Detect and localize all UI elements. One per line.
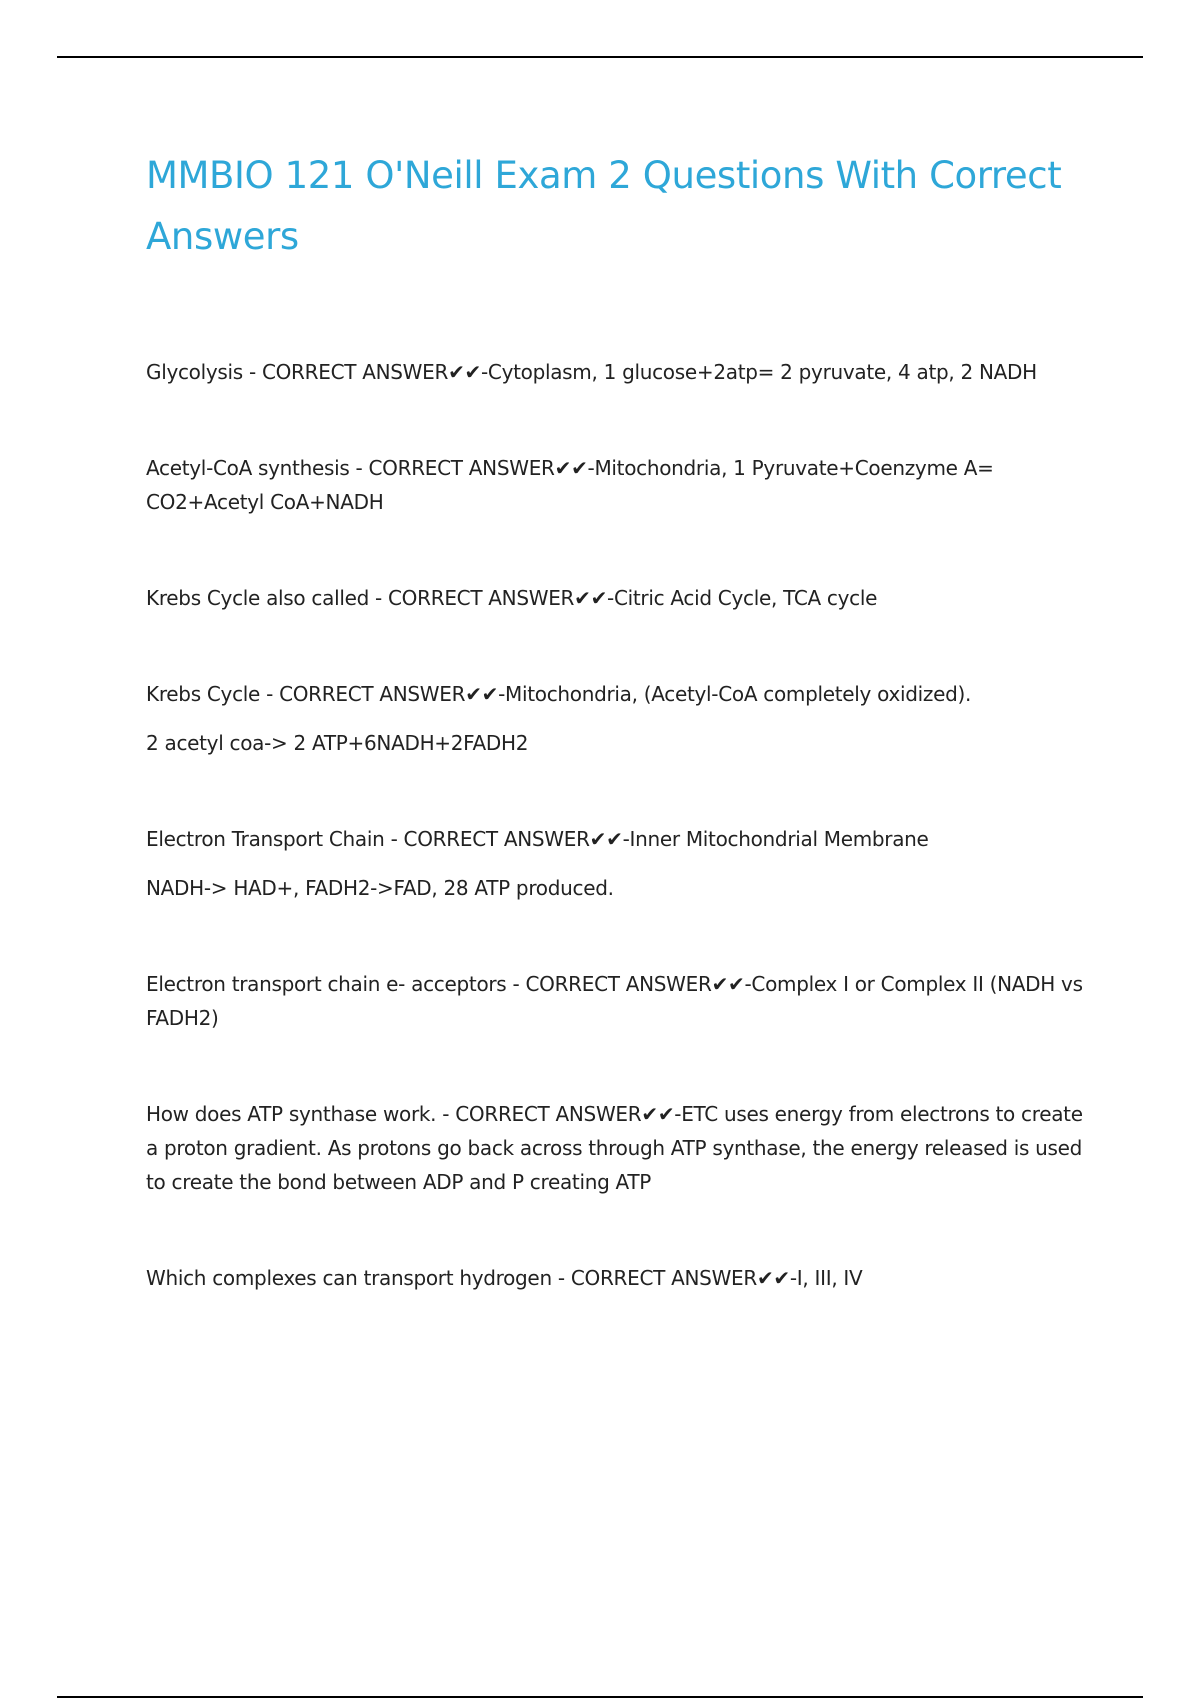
- top-rule: [57, 56, 1143, 58]
- document-body: [146, 145, 1086, 1357]
- qa-item-etc-acceptors: [146, 967, 1086, 1035]
- qa-item-glycolysis: [146, 355, 1086, 389]
- document-title: MMBIO 121 O'Neill Exam 2 Questions With Correct Answers: [146, 154, 1062, 258]
- qa-extra-text: 2 acetyl coa-> 2 ATP+6NADH+2FADH2: [146, 731, 529, 755]
- qa-text: Electron transport chain e- acceptors - CORRECT ANSWER✔✔-Complex I or Complex II (NADH vs FADH2): [146, 972, 1083, 1030]
- qa-item-acetyl-coa-synthesis: [146, 451, 1086, 519]
- qa-text: Glycolysis - CORRECT ANSWER✔✔-Cytoplasm, 1 glucose+2atp= 2 pyruvate, 4 atp, 2 NADH: [146, 360, 1037, 384]
- qa-extra-text: NADH-> HAD+, FADH2->FAD, 28 ATP produced.: [146, 876, 614, 900]
- qa-text: Acetyl-CoA synthesis - CORRECT ANSWER✔✔-Mitochondria, 1 Pyruvate+Coenzyme A= CO2+Acetyl CoA+NADH: [146, 456, 994, 514]
- qa-text: Which complexes can transport hydrogen - CORRECT ANSWER✔✔-I, III, IV: [146, 1266, 863, 1290]
- qa-item-hydrogen-transport: [146, 1261, 1086, 1295]
- qa-item-atp-synthase: [146, 1097, 1086, 1199]
- qa-text: Electron Transport Chain - CORRECT ANSWER✔✔-Inner Mitochondrial Membrane: [146, 827, 929, 851]
- qa-item-krebs-cycle-also-called: [146, 581, 1086, 615]
- qa-item-electron-transport-chain: [146, 822, 1086, 905]
- qa-item-krebs-cycle: [146, 677, 1086, 760]
- qa-text: Krebs Cycle - CORRECT ANSWER✔✔-Mitochondria, (Acetyl-CoA completely oxidized).: [146, 682, 972, 706]
- qa-list: [146, 355, 1086, 1295]
- qa-text: Krebs Cycle also called - CORRECT ANSWER✔✔-Citric Acid Cycle, TCA cycle: [146, 586, 878, 610]
- bottom-rule: [57, 1696, 1143, 1698]
- qa-text: How does ATP synthase work. - CORRECT ANSWER✔✔-ETC uses energy from electrons to create a proton gradient. As protons go back across through ATP synthase, the energy released is used to create the bond between ADP and P creating ATP: [146, 1102, 1083, 1194]
